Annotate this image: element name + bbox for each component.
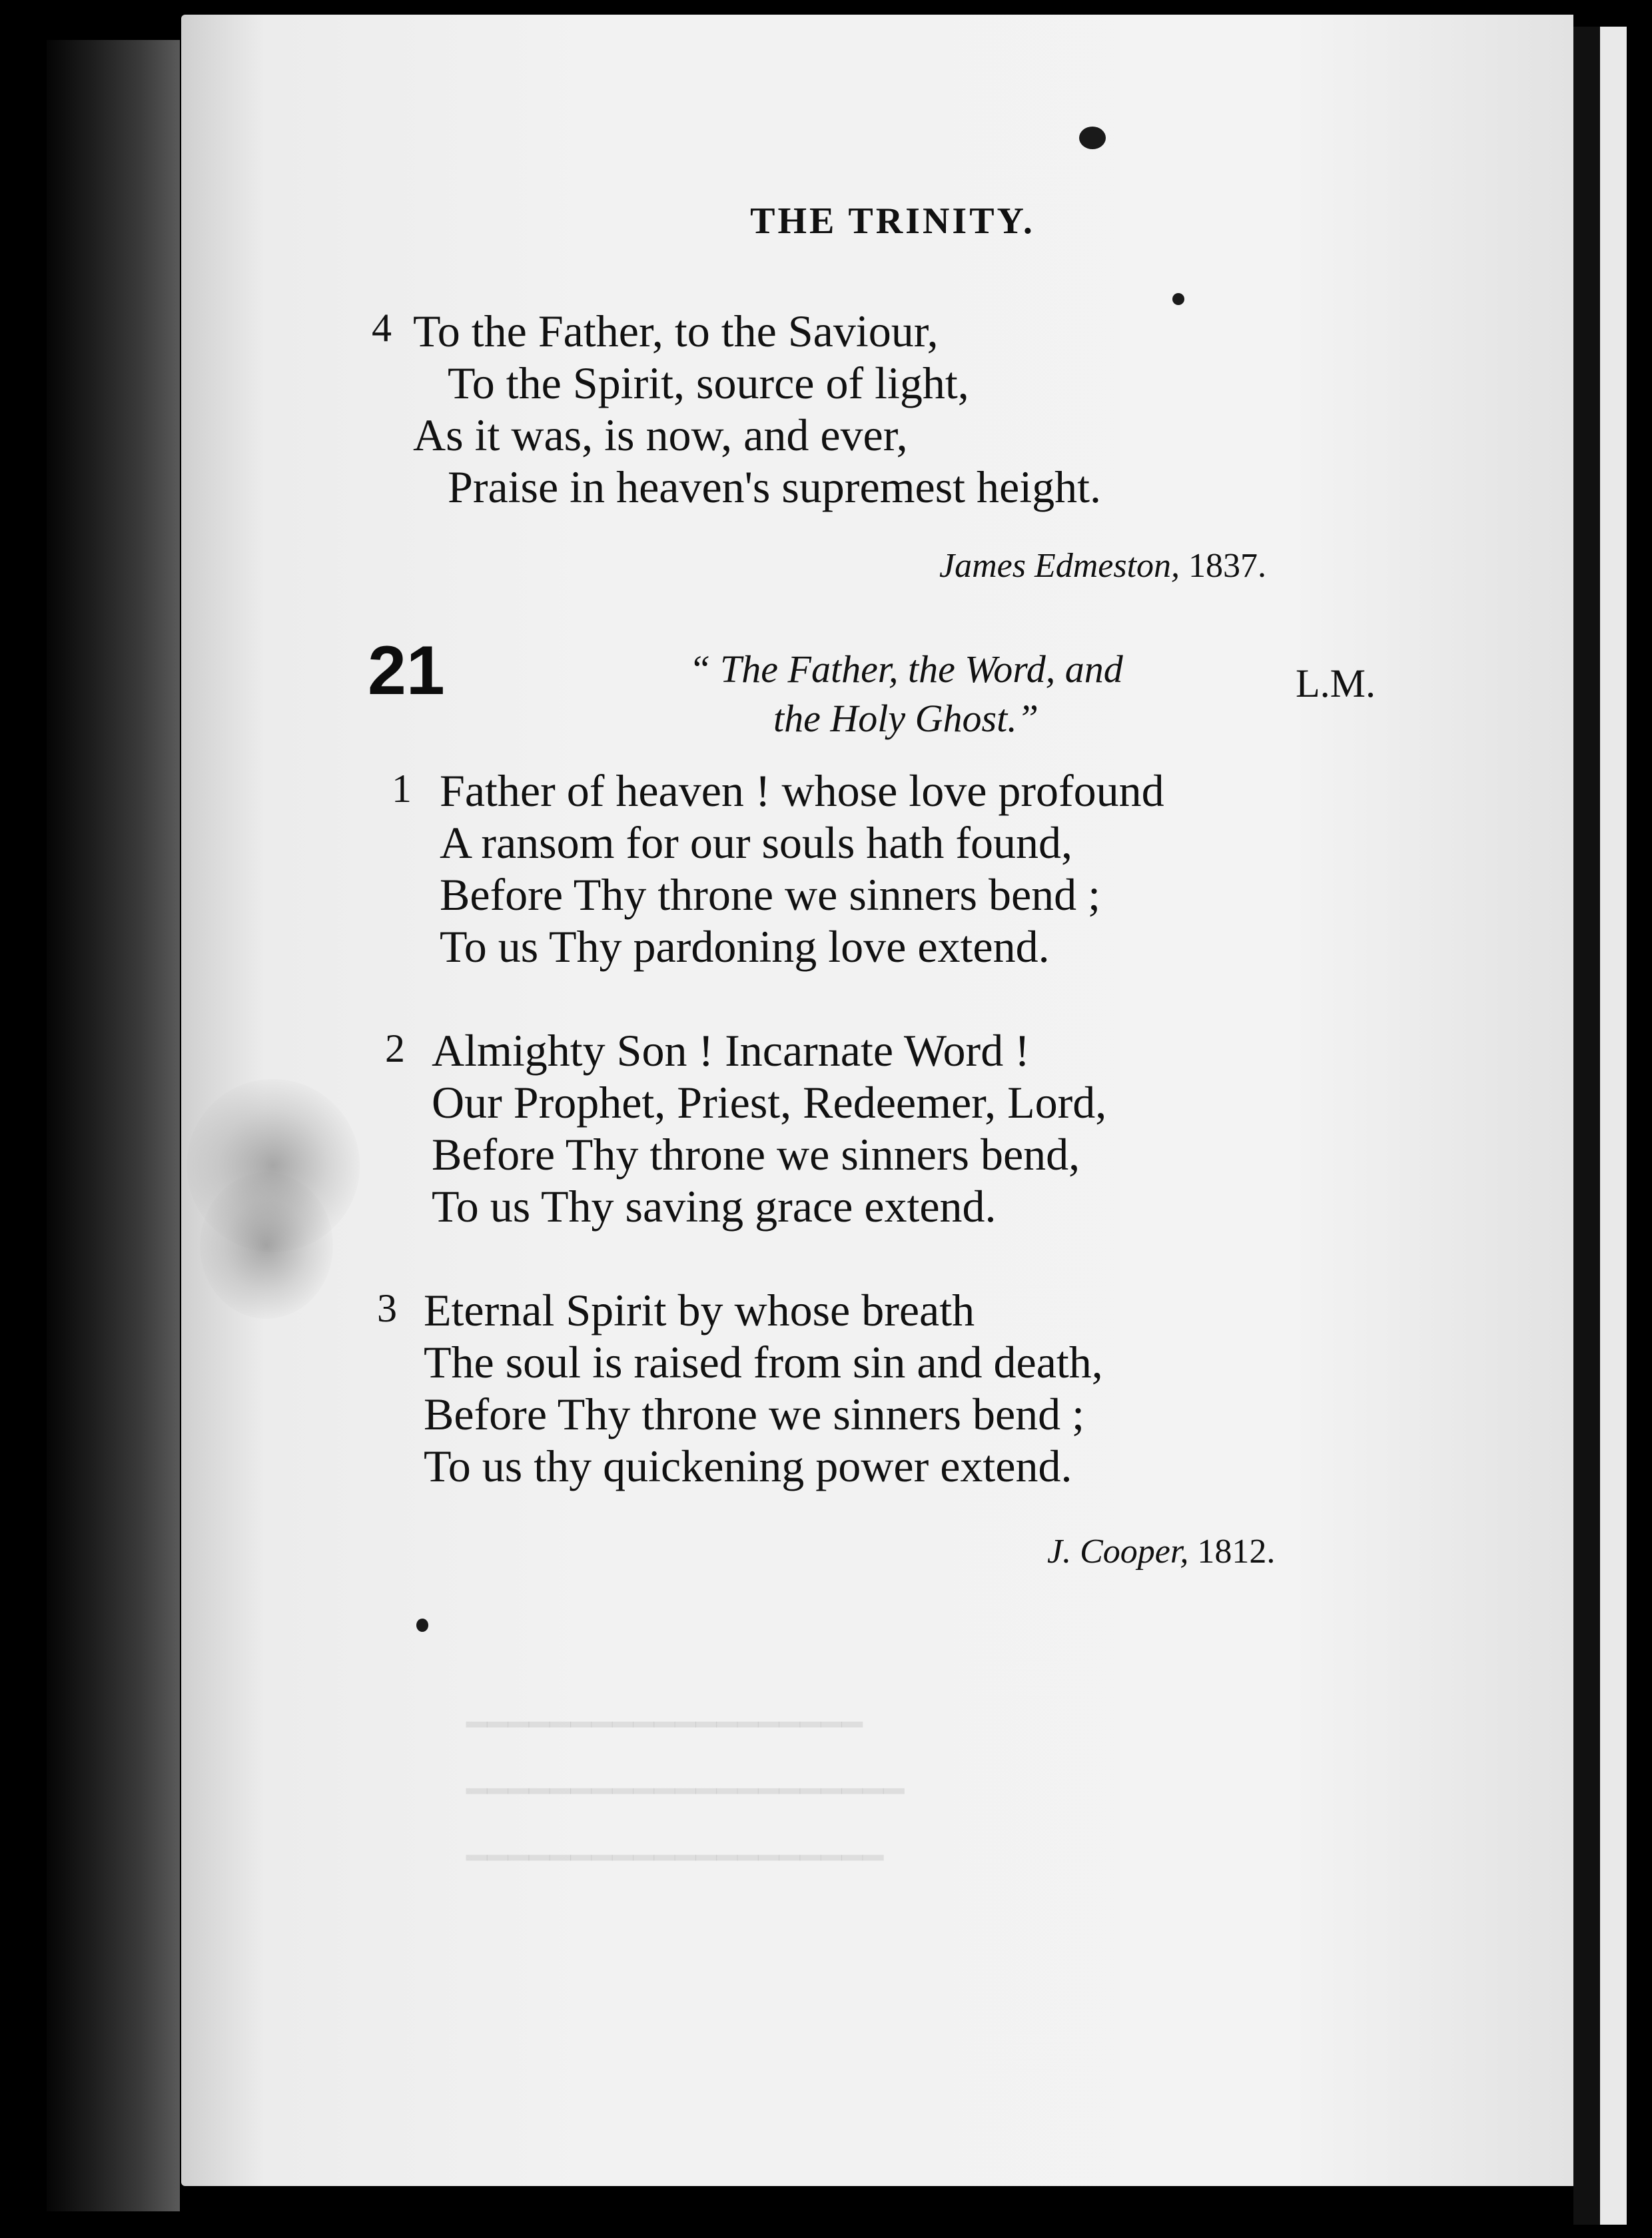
attribution [939,546,1266,585]
verse-line: Father of heaven ! whose love profound [440,765,1164,816]
ink-speck [1172,293,1184,305]
show-through: ━━━━━━━━━━━━━━━━━━━━ [466,1840,884,1878]
hymn-number: 21 [368,632,445,709]
verse-line: The soul is raised from sin and death, [424,1337,1103,1387]
attribution [1047,1532,1275,1571]
verse-number: 1 [392,767,412,811]
show-through: ━━━━━━━━━━━━━━━━━━━━━ [466,1773,905,1811]
verse-line: Our Prophet, Priest, Redeemer, Lord, [432,1077,1107,1128]
verse-number: 4 [372,306,392,350]
author-name: J. Cooper, [1047,1533,1189,1571]
verse-line: To us Thy pardoning love extend. [440,921,1050,972]
facing-page-edge [1600,27,1627,2225]
author-name: James Edmeston, [939,547,1180,585]
hymn-title-line: “ The Father, the Word, and [689,647,1123,691]
verse-number: 2 [385,1026,405,1070]
hymn-title-line: the Holy Ghost.” [773,697,1038,740]
running-head: THE TRINITY. [750,200,1035,242]
book-spine [47,40,180,2211]
verse-line: To the Father, to the Saviour, [413,306,939,356]
author-year: 1837. [1188,547,1267,585]
facing-page-gutter [1573,27,1600,2225]
verse-line: Eternal Spirit by whose breath [424,1285,975,1335]
verse-line: Before Thy throne we sinners bend, [432,1129,1080,1180]
ink-speck [1079,127,1106,149]
ink-speck [416,1619,428,1632]
smudge-mark [200,1172,333,1319]
verse-line: To us thy quickening power extend. [424,1441,1072,1491]
author-year: 1812. [1197,1533,1276,1571]
verse-line: Almighty Son ! Incarnate Word ! [432,1025,1030,1076]
verse-number: 3 [377,1286,397,1330]
verse-line: To us Thy saving grace extend. [432,1181,997,1232]
show-through: ━━━━━━━━━━━━━━━━━━━ [466,1706,863,1744]
hymn-title [573,645,1239,743]
verse-line: As it was, is now, and ever, [413,410,908,460]
verse-line: A ransom for our souls hath found, [440,817,1073,868]
hymn-meter: L.M. [1296,661,1376,705]
verse-line: Before Thy throne we sinners bend ; [440,869,1101,920]
verse-line: Before Thy throne we sinners bend ; [424,1389,1085,1439]
verse-line: Praise in heaven's supremest height. [448,462,1102,512]
verse-line: To the Spirit, source of light, [448,358,969,408]
